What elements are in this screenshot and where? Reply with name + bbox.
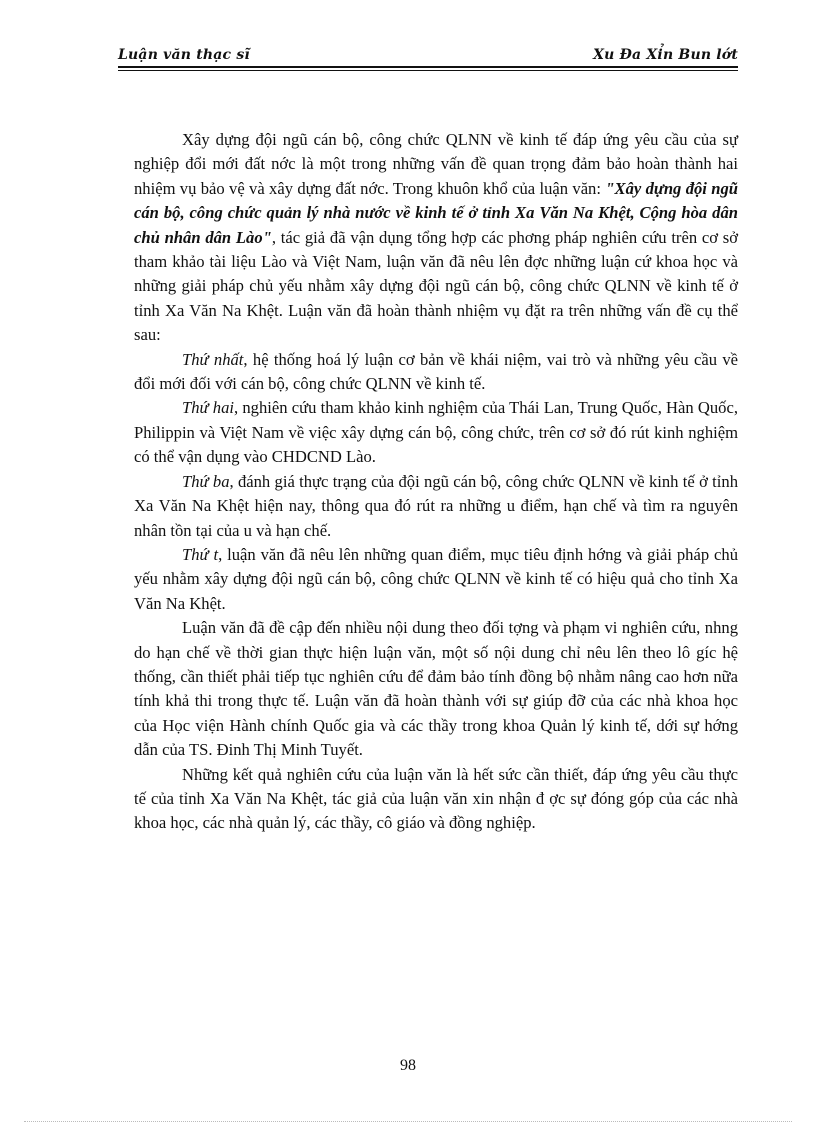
header-rule-thick [118,66,738,68]
page-bottom-dotted-line [24,1121,792,1122]
paragraph-fourth [134,543,738,616]
intro-text-end: , tác giả đã vận dụng tổng hợp các phơng pháp nghiên cứu trên cơ sở tham khảo tài liệu Lào và Việt Nam, luận văn đã nêu lên đợc những luận cứ khoa học và những giải pháp chủ yếu nhằm xây dựng đội ngũ cán bộ, công chức QLNN về kinh tế ở tỉnh Xa Văn Na Khệt. Luận văn đã hoàn thành nhiệm vụ đặt ra trên những vấn đề cụ thể sau: [134,227,739,345]
third-lead: Thứ ba [182,471,230,491]
first-text: , hệ thống hoá lý luận cơ bản về khái niệm, vai trò và những yêu cầu về đổi mới đối với cán bộ, công chức QLNN về kinh tế. [134,349,739,394]
paragraph-intro [134,128,738,348]
paragraph-first [134,348,738,397]
paragraph-scope: Luận văn đã đề cập đến nhiều nội dung theo đối tợng và phạm vi nghiên cứu, nhng do hạn chế về thời gian thực hiện luận văn, một số nội dung chỉ nêu lên theo lô gíc hệ thống, cần thiết phải tiếp tục nghiên cứu để đảm bảo tính đồng bộ nhằm nâng cao hơn nữa tính khả thi trong thực tế. Luận văn đã hoàn thành với sự giúp đỡ của các nhà khoa học của Học viện Hành chính Quốc gia và các thầy trong khoa Quản lý kinh tế, dới sự hớng dẫn của TS. Đinh Thị Minh Tuyết. [134,618,738,760]
paragraph-third [134,470,738,543]
header-rule-thin [118,70,738,71]
header-author-name: Xu Đa Xỉn Bun lớt [593,47,738,63]
second-text: , nghiên cứu tham khảo kinh nghiệm của Thái Lan, Trung Quốc, Hàn Quốc, Philippin và Việt Nam về việc xây dựng cán bộ, công chức, trên cơ sở đó rút kinh nghiệm có thể vận dụng vào CHDCND Lào. [134,398,738,467]
paragraph-second [134,396,738,469]
first-lead: Thứ nhất [182,349,244,369]
second-lead: Thứ hai [182,398,234,418]
fourth-lead: Thứ t [182,544,219,564]
third-text: , đánh giá thực trạng của đội ngũ cán bộ, công chức QLNN về kinh tế ở tỉnh Xa Văn Na Khệt hiện nay, thông qua đó rút ra những u điểm, hạn chế và tìm ra nguyên nhân tồn tại của u và hạn chế. [134,471,738,540]
thesis-title: "Xây dựng đội ngũ cán bộ, công chức quản lý nhà nước về kinh tế ở tỉnh Xa Văn Na Khệt, Cộng hòa dân chủ nhân dân Lào" [134,178,738,247]
paragraph-conclusion: Những kết quả nghiên cứu của luận văn là hết sức cần thiết, đáp ứng yêu cầu thực tế của tỉnh Xa Văn Na Khệt, tác giả của luận văn xin nhận đ ợc sự đóng góp của các nhà khoa học, các nhà quản lý, các thầy, cô giáo và đồng nghiệp. [134,764,738,833]
body-text [134,128,738,836]
intro-text-start: Xây dựng đội ngũ cán bộ, công chức QLNN về kinh tế đáp ứng yêu cầu của sự nghiệp đổi mới đất nớc là một trong những vấn đề quan trọng đảm bảo hoàn thành hai nhiệm vụ bảo vệ và xây dựng đất nớc. Trong khuôn khổ của luận văn: [134,130,738,198]
page-number: 98 [400,1057,416,1074]
header-thesis-label: Luận văn thạc sĩ [118,47,250,63]
fourth-text: , luận văn đã nêu lên những quan điểm, mục tiêu định hớng và giải pháp chủ yếu nhằm xây dựng đội ngũ cán bộ, công chức QLNN về kinh tế có hiệu quả cho tỉnh Xa Văn Na Khệt. [134,544,738,613]
